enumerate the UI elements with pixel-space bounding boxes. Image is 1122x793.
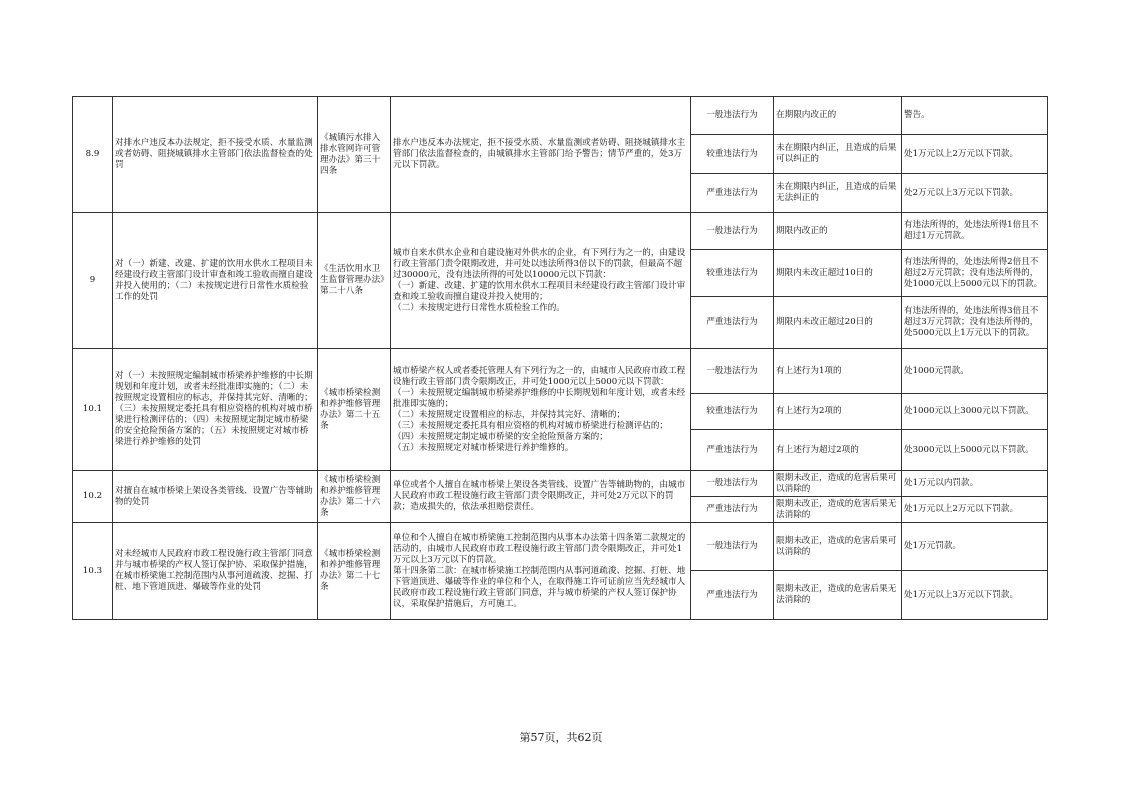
penalty-standard-cell: 处1万元罚款。	[902, 523, 1048, 571]
provision-paragraph: （二）未按规定进行日常性水质检验工作的。	[393, 302, 565, 313]
legal-basis-cell: 《城镇污水排入排水管网许可管理办法》第三十四条	[318, 97, 391, 213]
provision-paragraph: （二）未按照规定设置相应的标志，并保持其完好、清晰的；	[393, 409, 626, 420]
item-number-cell: 8.9	[73, 97, 113, 213]
violation-level-cell: 一般违法行为	[691, 523, 774, 571]
provision-paragraph: （三）未按照规定委托具有相应资格的机构对城市桥梁进行检测评估的；	[393, 420, 669, 431]
provision-cell	[391, 523, 691, 620]
legal-basis-cell: 《城市桥梁检测和养护维修管理办法》第二十五条	[318, 349, 391, 471]
penalty-item-cell: 对（一）未按照规定编制城市桥梁养护维修的中长期规划和年度计划，或者未经批准即实施的；（二）未按照规定设置相应的标志，并保持其完好、清晰的；（三）未按照规定委托具有相应资格的机构对城市桥梁进行检测评估的；（四）未按照规定制定城市桥梁的安全抢险预备方案的；（五）未按照规定对城市桥梁进行养护维修的处罚	[113, 349, 318, 471]
circumstance-cell: 限期未改正，造成的危害后果无法消除的	[774, 571, 902, 620]
penalty-standard-cell: 警告。	[902, 97, 1048, 135]
page-footer: 第57页，共62页	[519, 731, 603, 744]
item-number-cell: 10.3	[73, 523, 113, 620]
penalty-item-cell: 对未经城市人民政府市政工程设施行政主管部门同意并与城市桥梁的产权人签订保护协、采取保护措施，在城市桥梁施工控制范围内从事河道疏浚、挖掘、打桩、地下管道顶进、爆破等作业的处罚	[113, 523, 318, 620]
penalty-standard-cell: 有违法所得的，处违法所得3倍且不超过3万元罚款；没有违法所得的，处5000元以上1万元以下的罚款。	[902, 297, 1048, 349]
penalty-standard-cell: 处1万元以上2万元以下罚款。	[902, 135, 1048, 174]
penalty-standard-cell: 处1000元以上3000元以下罚款。	[902, 394, 1048, 430]
penalty-item-cell: 对擅自在城市桥梁上架设各类管线、设置广告等辅助物的处罚	[113, 471, 318, 523]
circumstance-cell: 未在期限内纠正，且造成的后果可以纠正的	[774, 135, 902, 174]
table-row	[73, 97, 1048, 135]
provision-paragraph: （四）未按照规定制定城市桥梁的安全抢险预备方案的；	[393, 431, 608, 442]
penalty-standard-cell: 处1万元以内罚款。	[902, 471, 1048, 497]
violation-level-cell: 严重违法行为	[691, 297, 774, 349]
legal-basis-cell: 《城市桥梁检测和养护维修管理办法》第二十七条	[318, 523, 391, 620]
violation-level-cell: 一般违法行为	[691, 213, 774, 250]
circumstance-cell: 期限内改正的	[774, 213, 902, 250]
provision-cell	[391, 349, 691, 471]
circumstance-cell: 有上述行为1项的	[774, 349, 902, 394]
violation-level-cell: 较重违法行为	[691, 394, 774, 430]
table-row	[73, 523, 1048, 571]
penalty-item-cell: 对（一）新建、改建、扩建的饮用水供水工程项目未经建设行政主管部门设计审查和竣工验收而擅自建设并投入使用的；（二）未按规定进行日常性水质检验工作的处罚	[113, 213, 318, 349]
circumstance-cell: 限期未改正，造成的危害后果可以消除的	[774, 523, 902, 571]
penalty-standard-cell: 处2万元以上3万元以下罚款。	[902, 174, 1048, 213]
circumstance-cell: 期限内未改正超过20日的	[774, 297, 902, 349]
penalty-standard-cell: 有违法所得的，处违法所得2倍且不超过2万元罚款；没有违法所得的，处1000元以上5000元以下的罚款。	[902, 250, 1048, 297]
provision-paragraph: 排水户违反本办法规定，拒不接受水质、水量监测或者妨碍、阻挠城镇排水主管部门依法监督检查的，由城镇排水主管部门给予警告；情节严重的，处3万元以下罚款。	[393, 138, 686, 170]
table-row	[73, 213, 1048, 250]
violation-level-cell: 严重违法行为	[691, 430, 774, 471]
provision-paragraph: （五）未按照规定对城市桥梁进行养护维修的。	[393, 442, 574, 453]
provision-cell	[391, 471, 691, 523]
violation-level-cell: 严重违法行为	[691, 174, 774, 213]
provision-paragraph: （一）新建、改建、扩建的饮用水供水工程项目未经建设行政主管部门设计审查和竣工验收而擅自建设并投入使用的；	[393, 280, 686, 302]
item-number-cell: 10.2	[73, 471, 113, 523]
penalty-standard-cell: 有违法所得的，处违法所得1倍且不超过1万元罚款。	[902, 213, 1048, 250]
penalty-item-cell: 对排水户违反本办法规定，拒不接受水质、水量监测或者妨碍、阻挠城镇排水主管部门依法监督检查的处罚	[113, 97, 318, 213]
violation-level-cell: 较重违法行为	[691, 135, 774, 174]
item-number-cell: 10.1	[73, 349, 113, 471]
penalty-standard-cell: 处1万元以上2万元以下罚款。	[902, 497, 1048, 523]
penalty-standard-cell: 处3000元以上5000元以下罚款。	[902, 430, 1048, 471]
circumstance-cell: 有上述行为2项的	[774, 394, 902, 430]
violation-level-cell: 一般违法行为	[691, 471, 774, 497]
provision-paragraph: 单位和个人擅自在城市桥梁施工控制范围内从事本办法第十四条第二款规定的活动的，由城市人民政府市政工程设施行政主管部门责令限期改正，并可处1万元以上3万元以下的罚款。	[393, 532, 686, 565]
legal-basis-cell: 《城市桥梁检测和养护维修管理办法》第二十六条	[318, 471, 391, 523]
item-number-cell: 9	[73, 213, 113, 349]
violation-level-cell: 一般违法行为	[691, 97, 774, 135]
circumstance-cell: 未在期限内纠正，且造成的后果无法纠正的	[774, 174, 902, 213]
provision-paragraph: 城市自来水供水企业和自建设施对外供水的企业，有下列行为之一的，由建设行政主管部门责令限期改进，并可处以违法所得3倍以下的罚款，但最高不超过30000元，没有违法所得的可处以10000元以下罚款：	[393, 247, 686, 280]
violation-level-cell: 严重违法行为	[691, 571, 774, 620]
circumstance-cell: 在期限内改正的	[774, 97, 902, 135]
circumstance-cell: 期限内未改正超过10日的	[774, 250, 902, 297]
table-row	[73, 471, 1048, 497]
provision-paragraph: （一）未按照规定编制城市桥梁养护维修的中长期规划和年度计划，或者未经批准即实施的；	[393, 387, 686, 409]
provision-cell	[391, 213, 691, 349]
provision-paragraph: 单位或者个人擅自在城市桥梁上架设各类管线、设置广告等辅助物的，由城市人民政府市政工程设施行政主管部门责令限期改正，并可处2万元以下的罚款；造成损失的，依法承担赔偿责任。	[393, 480, 686, 512]
penalty-standard-cell: 处1000元罚款。	[902, 349, 1048, 394]
circumstance-cell: 有上述行为超过2项的	[774, 430, 902, 471]
violation-level-cell: 严重违法行为	[691, 497, 774, 523]
legal-basis-cell: 《生活饮用水卫生监督管理办法》第二十八条	[318, 213, 391, 349]
violation-level-cell: 较重违法行为	[691, 250, 774, 297]
table-row	[73, 349, 1048, 394]
penalty-table	[72, 96, 1048, 620]
violation-level-cell: 一般违法行为	[691, 349, 774, 394]
provision-paragraph: 第十四条第二款：在城市桥梁施工控制范围内从事河道疏浚、挖掘、打桩、地下管道顶进、爆破等作业的单位和个人，在取得施工许可证前应当先经城市人民政府市政工程设施行政主管部门同意，并与城市桥梁的产权人签订保护协议，采取保护措施后，方可施工。	[393, 565, 686, 609]
circumstance-cell: 限期未改正，造成的危害后果无法消除的	[774, 497, 902, 523]
circumstance-cell: 限期未改正，造成的危害后果可以消除的	[774, 471, 902, 497]
provision-paragraph: 城市桥梁产权人或者委托管理人有下列行为之一的，由城市人民政府市政工程设施行政主管部门责令限期改正，并可处1000元以上5000元以下罚款：	[393, 365, 686, 387]
penalty-standard-cell: 处1万元以上3万元以下罚款。	[902, 571, 1048, 620]
provision-cell	[391, 97, 691, 213]
